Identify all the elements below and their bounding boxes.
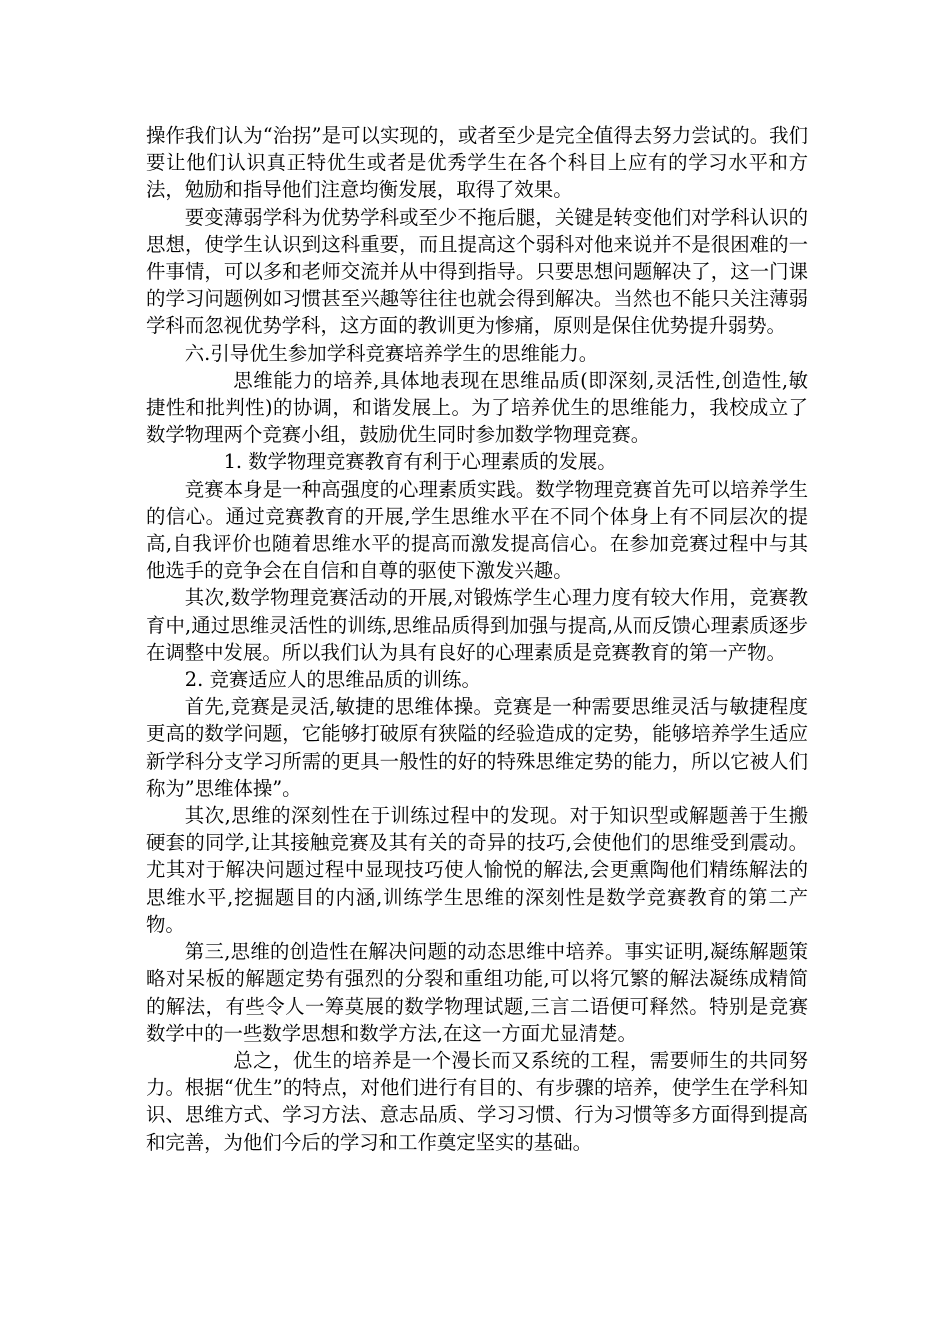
paragraph-depth: 其次,思维的深刻性在于训练过程中的发现。对于知识型或解题善于生搬硬套的同学,让其接触竞赛及其有关的奇异的技巧,会使他们的思维受到震动。尤其对于解决问题过程中显现技巧使人愉悦的解法,会更熏陶他们精练解法的思维水平,挖掘题目的内涵,训练学生思维的深刻性是数学竞赛教育的第二产物。 bbox=[146, 804, 808, 936]
paragraph-weak-subjects: 要变薄弱学科为优势学科或至少不拖后腿，关键是转变他们对学科认识的思想，使学生认识到这科重要，而且提高这个弱科对他来说并不是很困难的一件事情，可以多和老师交流并从中得到指导。只要思想问题解决了，这一门课的学习问题例如习惯甚至兴趣等往往也就会得到解决。当然也不能只关注薄弱学科而忽视优势学科，这方面的教训更为惨痛，原则是保住优势提升弱势。 bbox=[146, 205, 808, 338]
paragraph-thinking-ability: 思维能力的培养,具体地表现在思维品质(即深刻,灵活性,创造性,敏捷性和批判性)的协调，和谐发展上。为了培养优生的思维能力，我校成立了数学物理两个竞赛小组，鼓励优生同时参加数学物理竞赛。 bbox=[146, 368, 808, 447]
paragraph-second-psychology: 其次,数学物理竞赛活动的开展,对锻炼学生心理力度有较大作用，竞赛教育中,通过思维灵活性的训练,思维品质得到加强与提高,从而反馈心理素质逐步在调整中发展。所以我们认为具有良好的心理素质是竞赛教育的第一产物。 bbox=[146, 586, 808, 664]
paragraph-continuation: 操作我们认为“治拐”是可以实现的，或者至少是完全值得去努力尝试的。我们要让他们认识真正特优生或者是优秀学生在各个科目上应有的学习水平和方法，勉励和指导他们注意均衡发展，取得了效果。 bbox=[146, 124, 808, 202]
subheading-two: 2. 竞赛适应人的思维品质的训练。 bbox=[184, 668, 481, 692]
paragraph-creativity: 第三,思维的创造性在解决问题的动态思维中培养。事实证明,凝练解题策略对呆板的解题定势有强烈的分裂和重组功能,可以将冗繁的解法凝练成精简的解法，有些令人一筹莫展的数学物理试题,三言二语便可释然。特别是竞赛数学中的一些数学思想和数学方法,在这一方面尤显清楚。 bbox=[146, 940, 808, 1045]
subheading-one: 1. 数学物理竞赛教育有利于心理素质的发展。 bbox=[223, 450, 617, 474]
paragraph-summary: 总之，优生的培养是一个漫长而又系统的工程，需要师生的共同努力。根据“优生”的特点，对他们进行有目的、有步骤的培养，使学生在学科知识、思维方式、学习方法、意志品质、学习习惯、行为习惯等多方面得到提高和完善，为他们今后的学习和工作奠定坚实的基础。 bbox=[146, 1048, 808, 1154]
section-heading-six: 六.引导优生参加学科竞赛培养学生的思维能力。 bbox=[184, 341, 599, 365]
paragraph-flexibility: 首先,竞赛是灵活,敏捷的思维体操。竞赛是一种需要思维灵活与敏捷程度更高的数学问题，它能够打破原有狭隘的经验造成的定势，能够培养学生适应新学科分支学习所需的更具一般性的好的特殊思维定势的能力，所以它被人们称为”思维体操”。 bbox=[146, 695, 808, 800]
document-page bbox=[146, 122, 808, 1156]
paragraph-competition-psychology: 竞赛本身是一种高强度的心理素质实践。数学物理竞赛首先可以培养学生的信心。通过竞赛教育的开展,学生思维水平在不同个体身上有不同层次的提高,自我评价也随着思维水平的提高而激发提高信心。在参加竞赛过程中与其他选手的竞争会在自信和自尊的驱使下激发兴趣。 bbox=[146, 477, 808, 583]
